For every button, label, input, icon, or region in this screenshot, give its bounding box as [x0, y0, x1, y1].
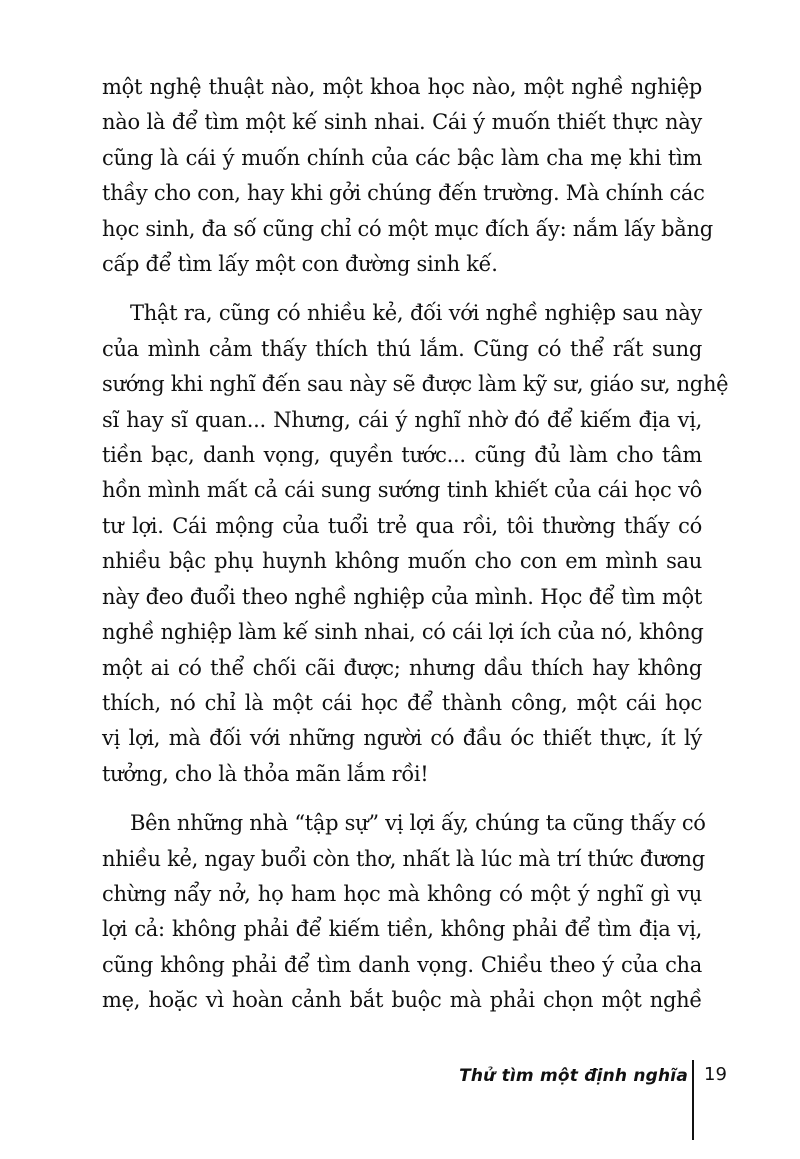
- text-line: thích, nó chỉ là một cái học để thành công, một cái học: [102, 690, 702, 715]
- text-line: cũng không phải để tìm danh vọng. Chiều theo ý của cha: [102, 952, 702, 977]
- paragraph-2: [102, 296, 729, 792]
- text-line: học sinh, đa số cũng chỉ có một mục đích ấy: nắm lấy bằng: [102, 216, 713, 241]
- text-line: lợi cả: không phải để kiếm tiền, không phải để tìm địa vị,: [102, 917, 702, 942]
- text-line: thầy cho con, hay khi gởi chúng đến trường. Mà chính các: [102, 181, 705, 206]
- text-line: vị lợi, mà đối với những người có đầu óc thiết thực, ít lý: [102, 726, 702, 751]
- page-body: [102, 70, 729, 1033]
- text-line: một nghệ thuật nào, một khoa học nào, một nghề nghiệp: [102, 75, 702, 99]
- text-line: cấp để tìm lấy một con đường sinh kế.: [102, 252, 498, 277]
- text-line: hồn mình mất cả cái sung sướng tinh khiết của cái học vô: [102, 478, 702, 503]
- footer-divider: [692, 1060, 694, 1140]
- text-line: một ai có thể chối cãi được; nhưng dầu thích hay không: [102, 655, 702, 680]
- text-line: này đeo đuổi theo nghề nghiệp của mình. Học để tìm một: [102, 584, 702, 609]
- text-line: Bên những nhà “tập sự” vị lợi ấy, chúng ta cũng thấy có: [130, 811, 706, 836]
- text-line: sướng khi nghĩ đến sau này sẽ được làm kỹ sư, giáo sư, nghệ: [102, 372, 729, 397]
- text-line: tư lợi. Cái mộng của tuổi trẻ qua rồi, tôi thường thấy có: [102, 513, 702, 538]
- paragraph-3: [102, 806, 706, 1018]
- text-line: nhiều bậc phụ huynh không muốn cho con em mình sau: [102, 549, 702, 574]
- text-line: sĩ hay sĩ quan... Nhưng, cái ý nghĩ nhờ đó để kiếm địa vị,: [102, 407, 702, 432]
- text-line: nào là để tìm một kế sinh nhai. Cái ý muốn thiết thực này: [102, 110, 702, 135]
- page-footer: [0, 1060, 800, 1140]
- text-line: tưởng, cho là thỏa mãn lắm rồi!: [102, 761, 429, 786]
- text-line: chừng nẩy nở, họ ham học mà không có một ý nghĩ gì vụ: [102, 881, 702, 906]
- text-line: của mình cảm thấy thích thú lắm. Cũng có thể rất sung: [102, 336, 702, 361]
- text-line: mẹ, hoặc vì hoàn cảnh bắt buộc mà phải chọn một nghề: [102, 988, 702, 1013]
- text-line: nhiều kẻ, ngay buổi còn thơ, nhất là lúc mà trí thức đương: [102, 846, 705, 871]
- paragraph-1: [102, 70, 713, 282]
- text-line: Thật ra, cũng có nhiều kẻ, đối với nghề nghiệp sau này: [130, 301, 702, 326]
- page-number: 19: [704, 1064, 727, 1085]
- text-line: tiền bạc, danh vọng, quyền tước... cũng đủ làm cho tâm: [102, 443, 702, 468]
- text-line: nghề nghiệp làm kế sinh nhai, có cái lợi ích của nó, không: [102, 620, 704, 645]
- text-line: cũng là cái ý muốn chính của các bậc làm cha mẹ khi tìm: [102, 145, 702, 170]
- running-title: Thử tìm một định nghĩa: [459, 1066, 688, 1086]
